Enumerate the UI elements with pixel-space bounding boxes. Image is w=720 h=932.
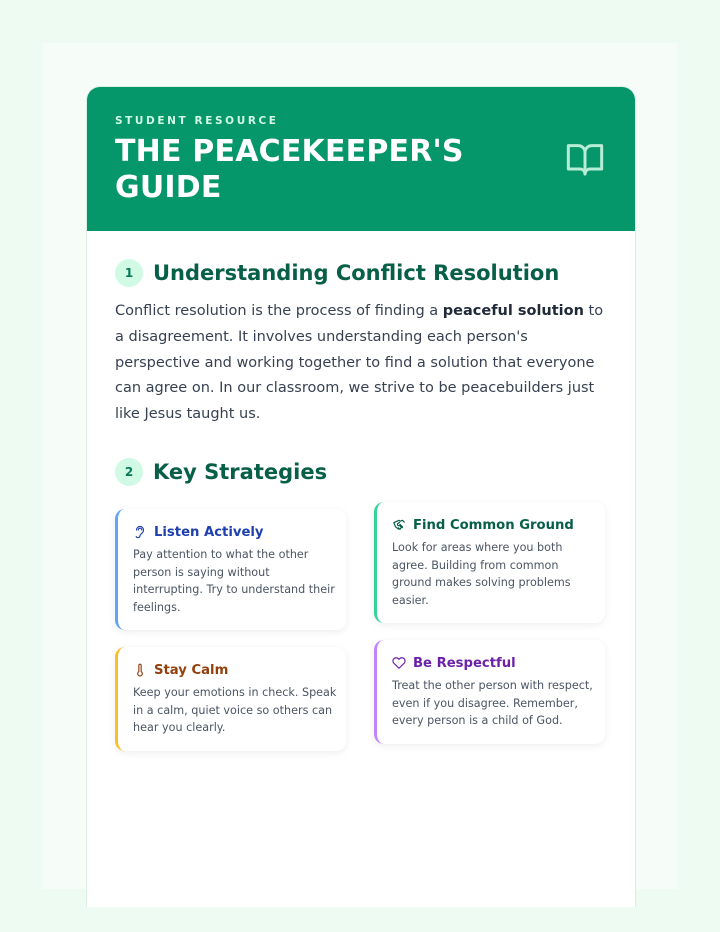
section-heading-understanding <box>115 259 559 287</box>
ear-icon <box>133 525 147 539</box>
thermometer-icon <box>133 663 147 677</box>
section-number-badge: 1 <box>115 259 143 287</box>
strategy-card-listen-actively <box>115 509 346 630</box>
book-open-icon <box>565 139 605 179</box>
strategy-title: Stay Calm <box>154 662 229 678</box>
section-number-badge: 2 <box>115 458 143 486</box>
handshake-icon <box>392 518 406 532</box>
strategy-title: Be Respectful <box>413 655 516 671</box>
strategy-description: Keep your emotions in check. Speak in a calm, quiet voice so others can hear you clearly. <box>133 686 337 735</box>
guide-header <box>87 87 635 231</box>
paragraph-text: Conflict resolution is the process of finding a <box>115 303 443 319</box>
page-background <box>43 43 677 889</box>
section-heading-strategies <box>115 458 327 486</box>
intro-paragraph <box>115 299 609 428</box>
section-title: Key Strategies <box>153 460 328 484</box>
paragraph-text: to a disagreement. It involves understanding each person's perspective and working together to find a solution that everyone can agree on. In our classroom, we strive to be peacebuilders just like Jesus taught us. <box>115 303 604 423</box>
guide-card <box>86 86 636 907</box>
strategy-title: Find Common Ground <box>413 517 574 533</box>
strategy-description: Pay attention to what the other person is saying without interrupting. Try to understand their feelings. <box>133 548 335 614</box>
paragraph-emphasis: peaceful solution <box>442 303 584 319</box>
strategy-card-find-common-ground <box>374 502 605 623</box>
heart-icon <box>392 656 406 670</box>
strategy-description: Treat the other person with respect, even if you disagree. Remember, every person is a child of God. <box>392 679 593 728</box>
strategy-card-be-respectful <box>374 640 605 744</box>
page-title: THE PEACEKEEPER'S GUIDE <box>115 134 464 205</box>
strategy-title: Listen Actively <box>154 524 264 540</box>
strategy-description: Look for areas where you both agree. Building from common ground makes solving problems easier. <box>392 541 571 607</box>
strategy-card-stay-calm <box>115 647 346 751</box>
section-title: Understanding Conflict Resolution <box>153 261 560 285</box>
eyebrow-label: STUDENT RESOURCE <box>115 115 279 127</box>
